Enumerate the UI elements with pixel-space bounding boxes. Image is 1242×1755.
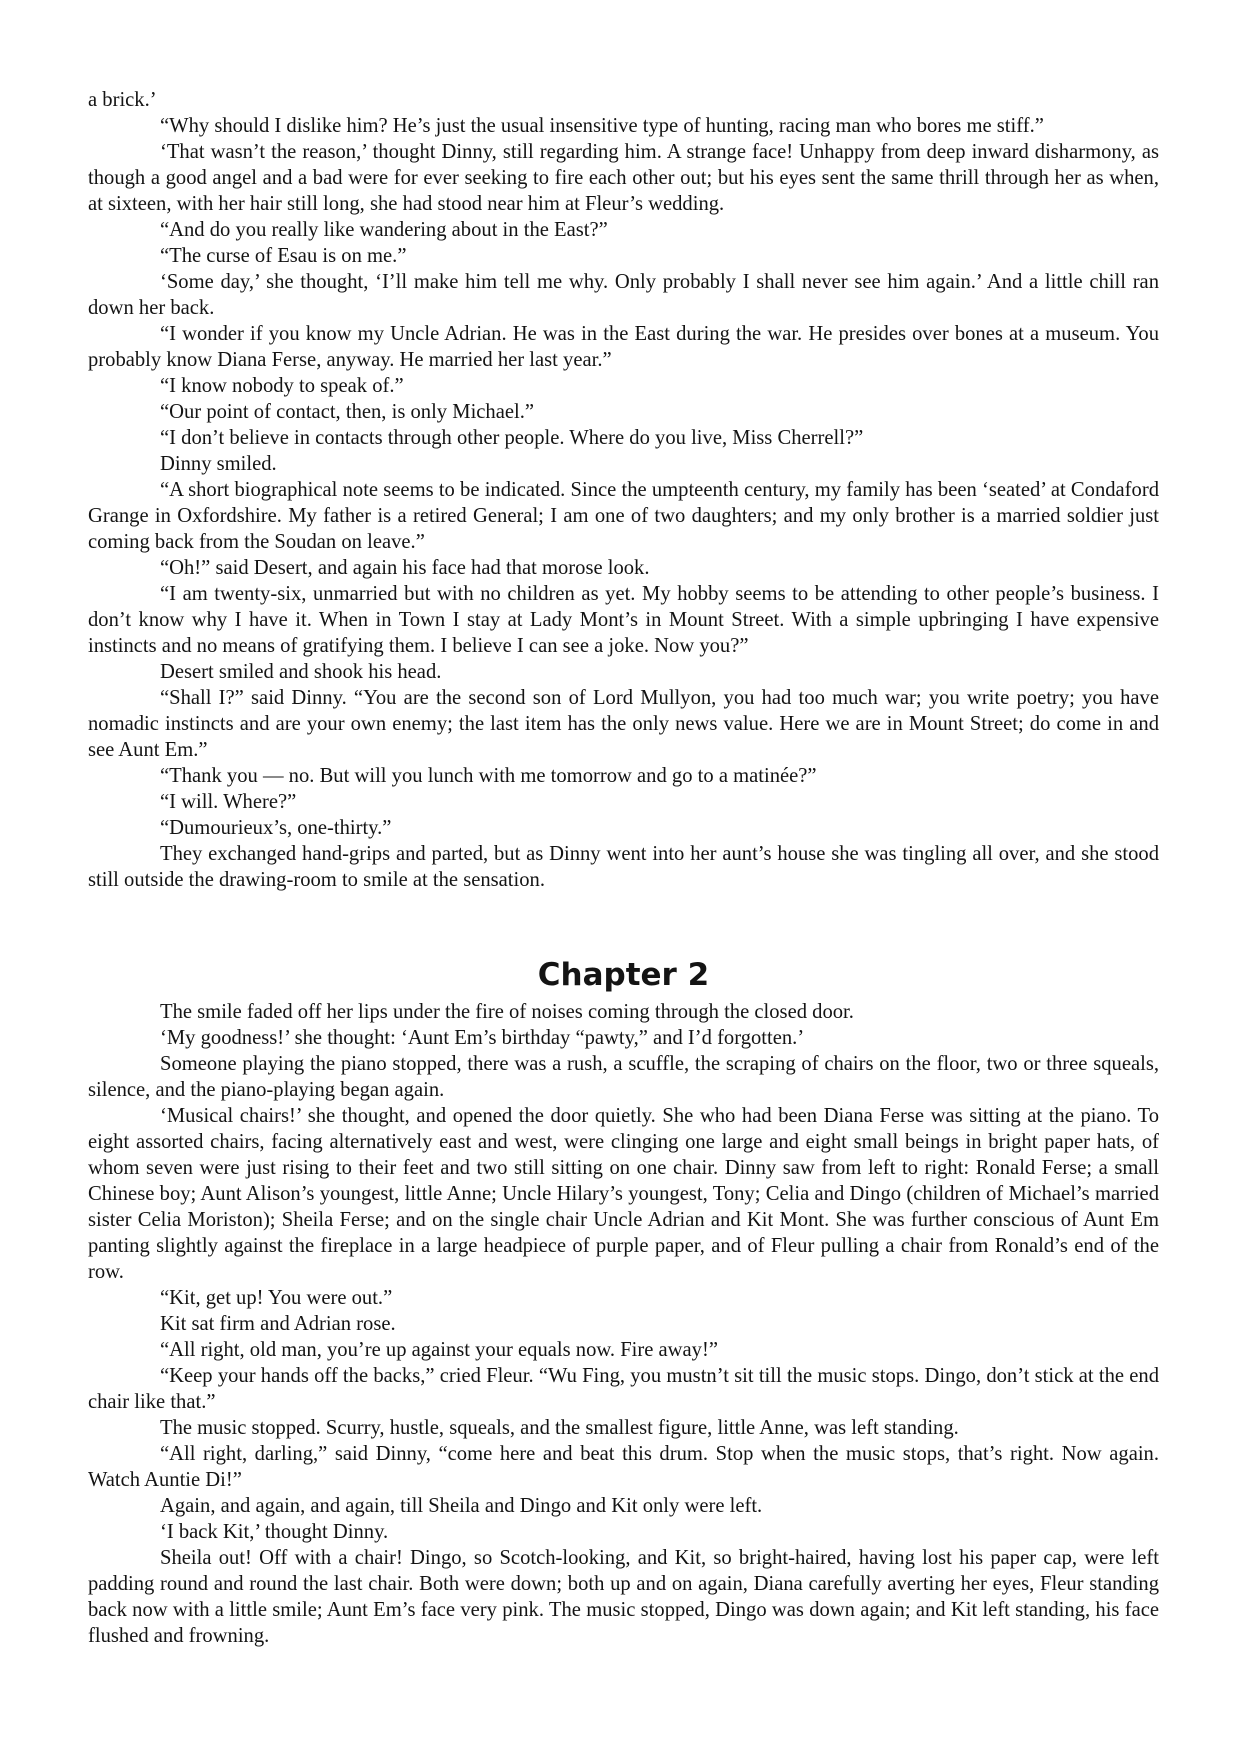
paragraph: ‘That wasn’t the reason,’ thought Dinny, still regarding him. A strange face! Unhappy from deep inward disharmony, as though a good angel and a bad were for ever seeking to fire each other out; but his eyes sent the same thrill through her as when, at sixteen, with her hair still long, she had stood near him at Fleur’s wedding. [88,141,1159,215]
paragraph: Kit sat firm and Adrian rose. [160,1313,396,1335]
paragraph: “Why should I dislike him? He’s just the usual insensitive type of hunting, racing man who bores me stiff.” [160,115,1044,137]
paragraph: “I will. Where?” [160,791,297,813]
paragraph: “Dumourieux’s, one-thirty.” [160,817,392,839]
paragraph: The music stopped. Scurry, hustle, squeals, and the smallest figure, little Anne, was left standing. [160,1417,959,1439]
paragraph: “All right, old man, you’re up against your equals now. Fire away!” [160,1339,718,1361]
paragraph: Dinny smiled. [160,453,277,475]
paragraph: Desert smiled and shook his head. [160,661,442,683]
paragraph: “Keep your hands off the backs,” cried Fleur. “Wu Fing, you mustn’t sit till the music stops. Dingo, don’t stick at the end chair like that.” [88,1365,1159,1413]
paragraph: “Our point of contact, then, is only Michael.” [160,401,535,423]
paragraph: The smile faded off her lips under the fire of noises coming through the closed door. [160,1001,854,1023]
paragraph: “The curse of Esau is on me.” [160,245,407,267]
book-page [88,87,1159,1649]
paragraph: “I am twenty-six, unmarried but with no children as yet. My hobby seems to be attending to other people’s business. I don’t know why I have it. When in Town I stay at Lady Mont’s in Mount Street. With a simple upbringing I have expensive instincts and no means of gratifying them. I believe I can see a joke. Now you?” [88,583,1159,657]
paragraph: “All right, darling,” said Dinny, “come here and beat this drum. Stop when the music stops, that’s right. Now again. Watch Auntie Di!” [88,1443,1159,1491]
paragraph: ‘My goodness!’ she thought: ‘Aunt Em’s birthday “pawty,” and I’d forgotten.’ [160,1027,805,1049]
text-section-2 [88,999,1159,1649]
paragraph: “And do you really like wandering about in the East?” [160,219,608,241]
paragraph: ‘I back Kit,’ thought Dinny. [160,1521,389,1543]
paragraph: “I know nobody to speak of.” [160,375,404,397]
paragraph: ‘Some day,’ she thought, ‘I’ll make him tell me why. Only probably I shall never see him again.’ And a little chill ran down her back. [88,271,1159,319]
paragraph: “I don’t believe in contacts through other people. Where do you live, Miss Cherrell?” [160,427,864,449]
paragraph: “Kit, get up! You were out.” [160,1287,393,1309]
paragraph: Again, and again, and again, till Sheila and Dingo and Kit only were left. [160,1495,763,1517]
paragraph: a brick.’ [88,89,157,111]
paragraph: “A short biographical note seems to be indicated. Since the umpteenth century, my family has been ‘seated’ at Condaford Grange in Oxfordshire. My father is a retired General; I am one of two daughters; and my only brother is a married soldier just coming back from the Soudan on leave.” [88,479,1159,553]
paragraph: “Oh!” said Desert, and again his face had that morose look. [160,557,650,579]
paragraph: “Shall I?” said Dinny. “You are the second son of Lord Mullyon, you had too much war; you write poetry; you have nomadic instincts and are your own enemy; the last item has the only news value. Here we are in Mount Street; do come in and see Aunt Em.” [88,687,1159,761]
text-section-1 [88,87,1159,893]
paragraph: They exchanged hand-grips and parted, but as Dinny went into her aunt’s house she was tingling all over, and she stood still outside the drawing-room to smile at the sensation. [88,843,1159,891]
paragraph: “I wonder if you know my Uncle Adrian. He was in the East during the war. He presides over bones at a museum. You probably know Diana Ferse, anyway. He married her last year.” [88,323,1159,371]
chapter-heading: Chapter 2 [537,957,710,993]
paragraph: Sheila out! Off with a chair! Dingo, so Scotch-looking, and Kit, so bright-haired, having lost his paper cap, were left padding round and round the last chair. Both were down; both up and on again, Diana carefully averting her eyes, Fleur standing back now with a little smile; Aunt Em’s face very pink. The music stopped, Dingo was down again; and Kit left standing, his face flushed and frowning. [88,1547,1159,1647]
paragraph: Someone playing the piano stopped, there was a rush, a scuffle, the scraping of chairs on the floor, two or three squeals, silence, and the piano-playing began again. [88,1053,1159,1101]
paragraph: “Thank you — no. But will you lunch with me tomorrow and go to a matinée?” [160,765,817,787]
paragraph: ‘Musical chairs!’ she thought, and opened the door quietly. She who had been Diana Ferse was sitting at the piano. To eight assorted chairs, facing alternatively east and west, were clinging one large and eight small beings in bright paper hats, of whom seven were just rising to their feet and two still sitting on one chair. Dinny saw from left to right: Ronald Ferse; a small Chinese boy; Aunt Alison’s youngest, little Anne; Uncle Hilary’s youngest, Tony; Celia and Dingo (children of Michael’s married sister Celia Moriston); Sheila Ferse; and on the single chair Uncle Adrian and Kit Mont. She was further conscious of Aunt Em panting slightly against the fireplace in a large headpiece of purple paper, and of Fleur pulling a chair from Ronald’s end of the row. [88,1105,1159,1283]
